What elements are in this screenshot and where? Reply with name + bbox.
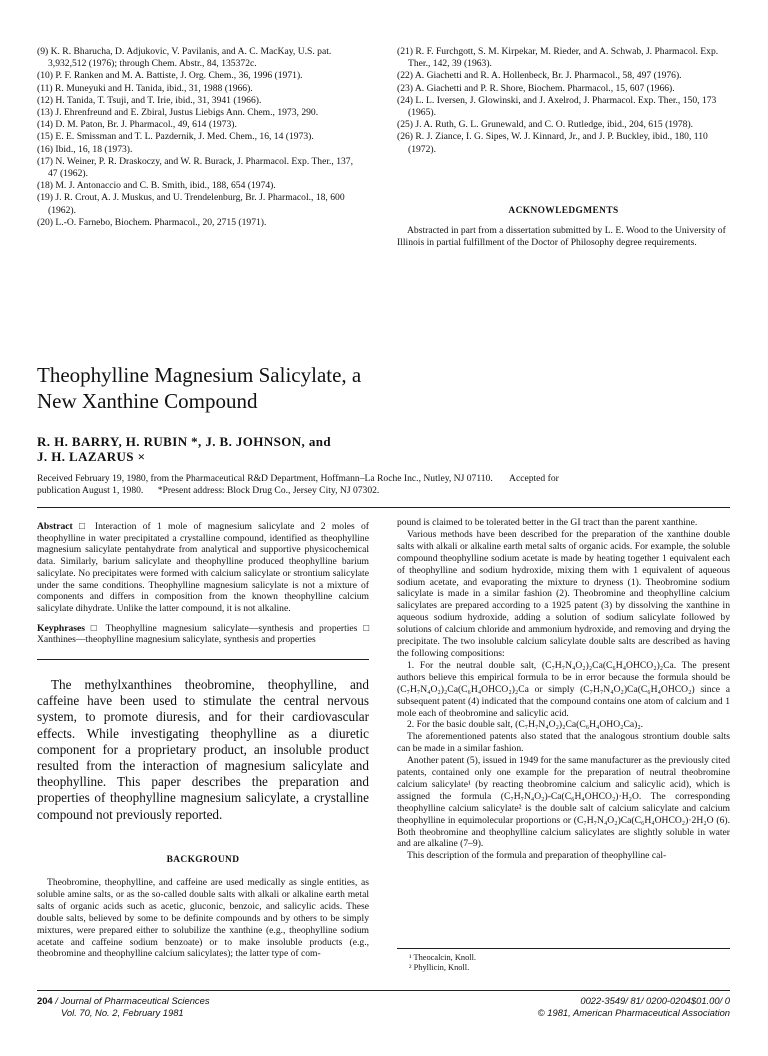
reference-item: (14) D. M. Paton, Br. J. Pharmacol., 49, 614 (1973). (37, 119, 237, 131)
abstract-label: Abstract □ (37, 521, 89, 532)
reference-item: (25) J. A. Ruth, G. L. Grunewald, and C. O. Rutledge, ibid., 204, 615 (1978). (397, 119, 694, 131)
reference-item: (19) J. R. Crout, A. J. Muskus, and U. Trendelenburg, Br. J. Pharmacol., 18, 600 (1962). (37, 192, 345, 216)
copyright: © 1981, American Pharmaceutical Association (537, 1006, 730, 1018)
reference-item: (21) R. F. Furchgott, S. M. Kirpekar, M. Rieder, and A. Schwab, J. Pharmacol. Exp. Ther., 142, 39 (1963). (397, 46, 719, 70)
abstract-text: Interaction of 1 mole of magnesium salicylate and 2 moles of theophylline in water precipitated a crystalline compound, identified as theophylline magnesium salicylate pentahydrate from analytical and supportive physicochemical data. Similarly, barium salicylate and theophylline produced theophylline barium salicylate. No precipitates were formed with calcium salicylate or strontium salicylate under the same conditions. Theophylline magnesium salicylate is not a mixture of components and differs in composition from the known theophylline calcium salicylate dihydrate. Unlike the latter compound, it is not alkaline. (37, 521, 369, 614)
reference-item: (15) E. E. Smissman and T. L. Pazdernik, J. Med. Chem., 16, 14 (1973). (37, 131, 314, 143)
reference-item: (11) R. Muneyuki and H. Tanida, ibid., 31, 1988 (1966). (37, 82, 253, 94)
reference-item: (18) M. J. Antonaccio and C. B. Smith, ibid., 188, 654 (1974). (37, 180, 276, 192)
page-number: 204 (37, 995, 53, 1006)
references-right (397, 46, 730, 156)
reference-item: (22) A. Giachetti and R. A. Hollenbeck, Br. J. Pharmacol., 58, 497 (1976). (397, 70, 682, 82)
paragraph: Another patent (5), issued in 1949 for the same manufacturer as the previously cited patents, contained only one example for the preparation of neutral theobromine calcium salicylate¹ (by reacting theobromine calcium and salicylic acid), which is assigned the formula (C₇H₇N₄O₂)-Ca(C₆H₄OHCO₂)·H₂O. The corresponding theophylline calcium salicylate² is the double salt of calcium salicylate and calcium theophylline in equimolecular proportions or (C₇H₇N₄O₂)Ca(C₆H₄OHCO₂)·2H₂O (6). Both theobromine and theophylline calcium salicylates are slightly soluble in water and are alkaline (7–9). (397, 755, 730, 850)
journal-name: / Journal of Pharmaceutical Sciences (52, 995, 210, 1006)
received-info: Received February 19, 1980, from the Pharmaceutical R&D Department, Hoffmann–La Roche Inc., Nutley, NJ 07110. Accepted for publication August 1, 1980. *Present address: Block Drug Co., Jersey City, NJ 07302. (37, 473, 559, 496)
paragraph: 1. For the neutral double salt, (C₇H₇N₄O₂)₂Ca(C₆H₄OHCO₂)₂Ca. The present authors believe this empirical formula to be in error because the formula should be (C₇H₇N₄O₂)₂Ca(C₆H₄OHCO₂)₂Ca or simply (C₇H₇N₄O₂)Ca(C₆H₄OHCO₂) since a subsequent patent (4) indicated that the compound contains one atom of calcium and 1 mole each of theobromine and salicylic acid. (397, 659, 730, 719)
paragraph: The aforementioned patents also stated that the analogous strontium double salts can be made in a similar fashion. (397, 731, 730, 755)
keyphrases-label: Keyphrases □ (37, 622, 100, 634)
footnote: ¹ Theocalcin, Knoll. (409, 953, 477, 962)
abstract (37, 521, 369, 646)
article-code: 0022-3549/ 81/ 0200-0204$01.00/ 0 (580, 995, 730, 1006)
references-left (37, 46, 359, 229)
introduction: The methylxanthines theobromine, theophylline, and caffeine have been used to stimulate the central nervous system, to promote diuresis, and for their cardiovascular effects. While investigating theophylline as a diuretic component for a proprietary product, an insoluble product resulted from the interaction of magnesium salicylate and theophylline. This paper describes the preparation and properties of theophylline magnesium salicylate, a crystalline compound not previously reported. (37, 677, 369, 822)
acknowledgments-heading: ACKNOWLEDGMENTS (508, 206, 619, 216)
reference-item: (12) H. Tanida, T. Tsuji, and T. Irie, ibid., 31, 3941 (1966). (37, 94, 262, 106)
reference-item: (16) Ibid., 16, 18 (1973). (37, 143, 133, 155)
background-heading: BACKGROUND (166, 855, 240, 865)
background-text: Theobromine, theophylline, and caffeine are used medically as single entities, as soluble amine salts, or as the so-called double salts with alkali or alkaline earth metal salts of organic acids such as acetic, gluconic, benzoic, and salicylic acids. These double salts, believed by some to be definite compounds and by others to be simply mixtures, were prepared either to solubilize the xanthine (e.g., theophylline sodium acetate and caffeine sodium benzoate) or to make insoluble products (e.g., theobromine and theophylline calcium salicylates); the latter type of com- (37, 877, 369, 960)
paragraph: pound is claimed to be tolerated better in the GI tract than the parent xanthine. (397, 517, 698, 528)
paragraph: Various methods have been described for the preparation of the xanthine double salts with alkali or alkaline earth metal salts of organic acids. For example, the soluble compound theophylline sodium acetate is made by heating together 1 equivalent each of theophylline and sodium hydroxide, mixing them with 1 equivalent of aqueous sodium acetate, and evaporating the mixture to dryness (1). Theobromine sodium salicylate is made in a similar fashion (2). Theobromine and theophylline calcium salicylates are prepared according to a 1925 patent (3) by dissolving the xanthine in aqueous sodium hydroxide, adding a solution of sodium salicylate followed by solutions of calcium chloride and ammonium hydroxide, and removing and drying the precipitate. The two insoluble calcium salicylate double salts are described as having the following compositions: (397, 528, 730, 659)
reference-item: (24) L. L. Iversen, J. Glowinski, and J. Axelrod, J. Pharmacol. Exp. Ther., 150, 173 (1965). (397, 94, 717, 119)
footer-left (37, 995, 357, 1018)
acknowledgments-text: Abstracted in part from a dissertation submitted by L. E. Wood to the University of Illinois in partial fulfillment of the Doctor of Philosophy degree requirements. (397, 225, 726, 249)
footnotes (409, 953, 729, 973)
reference-item: (13) J. Ehrenfreund and E. Zbiral, Justus Liebigs Ann. Chem., 1973, 290. (37, 107, 319, 119)
authors: R. H. BARRY, H. RUBIN *, J. B. JOHNSON, and J. H. LAZARUS × (37, 434, 332, 464)
journal-volume: Vol. 70, No. 2, February 1981 (61, 1006, 184, 1018)
divider (37, 990, 730, 991)
article-title: Theophylline Magnesium Salicylate, a New Xanthine Compound (37, 363, 362, 413)
divider (397, 948, 730, 949)
keyphrases-text: Theophylline magnesium salicylate—synthesis and properties □ Xanthines—theophylline magnesium salicylate, synthesis and properties (37, 622, 369, 646)
paragraph: 2. For the basic double salt, (C₇H₇N₄O₂)₂Ca(C₆H₄OHO₂Ca)₂. (407, 719, 644, 731)
reference-item: (10) P. F. Ranken and M. A. Battiste, J. Org. Chem., 36, 1996 (1971). (37, 70, 303, 82)
right-column-body (397, 517, 730, 862)
reference-item: (26) R. J. Ziance, I. G. Sipes, W. J. Kinnard, Jr., and J. P. Buckley, ibid., 180, 110 (1972). (397, 131, 708, 155)
footnote: ² Phyllicin, Knoll. (409, 963, 470, 972)
divider (37, 659, 369, 660)
reference-item: (9) K. R. Bharucha, D. Adjukovic, V. Pavilanis, and A. C. MacKay, U.S. pat. 3,932,512 (1976); through Chem. Abstr., 84, 135372c. (37, 46, 332, 70)
footer-right (455, 995, 730, 1018)
paragraph: This description of the formula and preparation of theophylline cal- (407, 850, 667, 862)
reference-item: (17) N. Weiner, P. R. Draskoczy, and W. R. Burack, J. Pharmacol. Exp. Ther., 137, 47 (1962). (37, 155, 354, 180)
divider (37, 507, 730, 508)
reference-item: (23) A. Giachetti and P. R. Shore, Biochem. Pharmacol., 15, 607 (1966). (397, 82, 675, 94)
reference-item: (20) L.-O. Farnebo, Biochem. Pharmacol., 20, 2715 (1971). (37, 216, 267, 228)
